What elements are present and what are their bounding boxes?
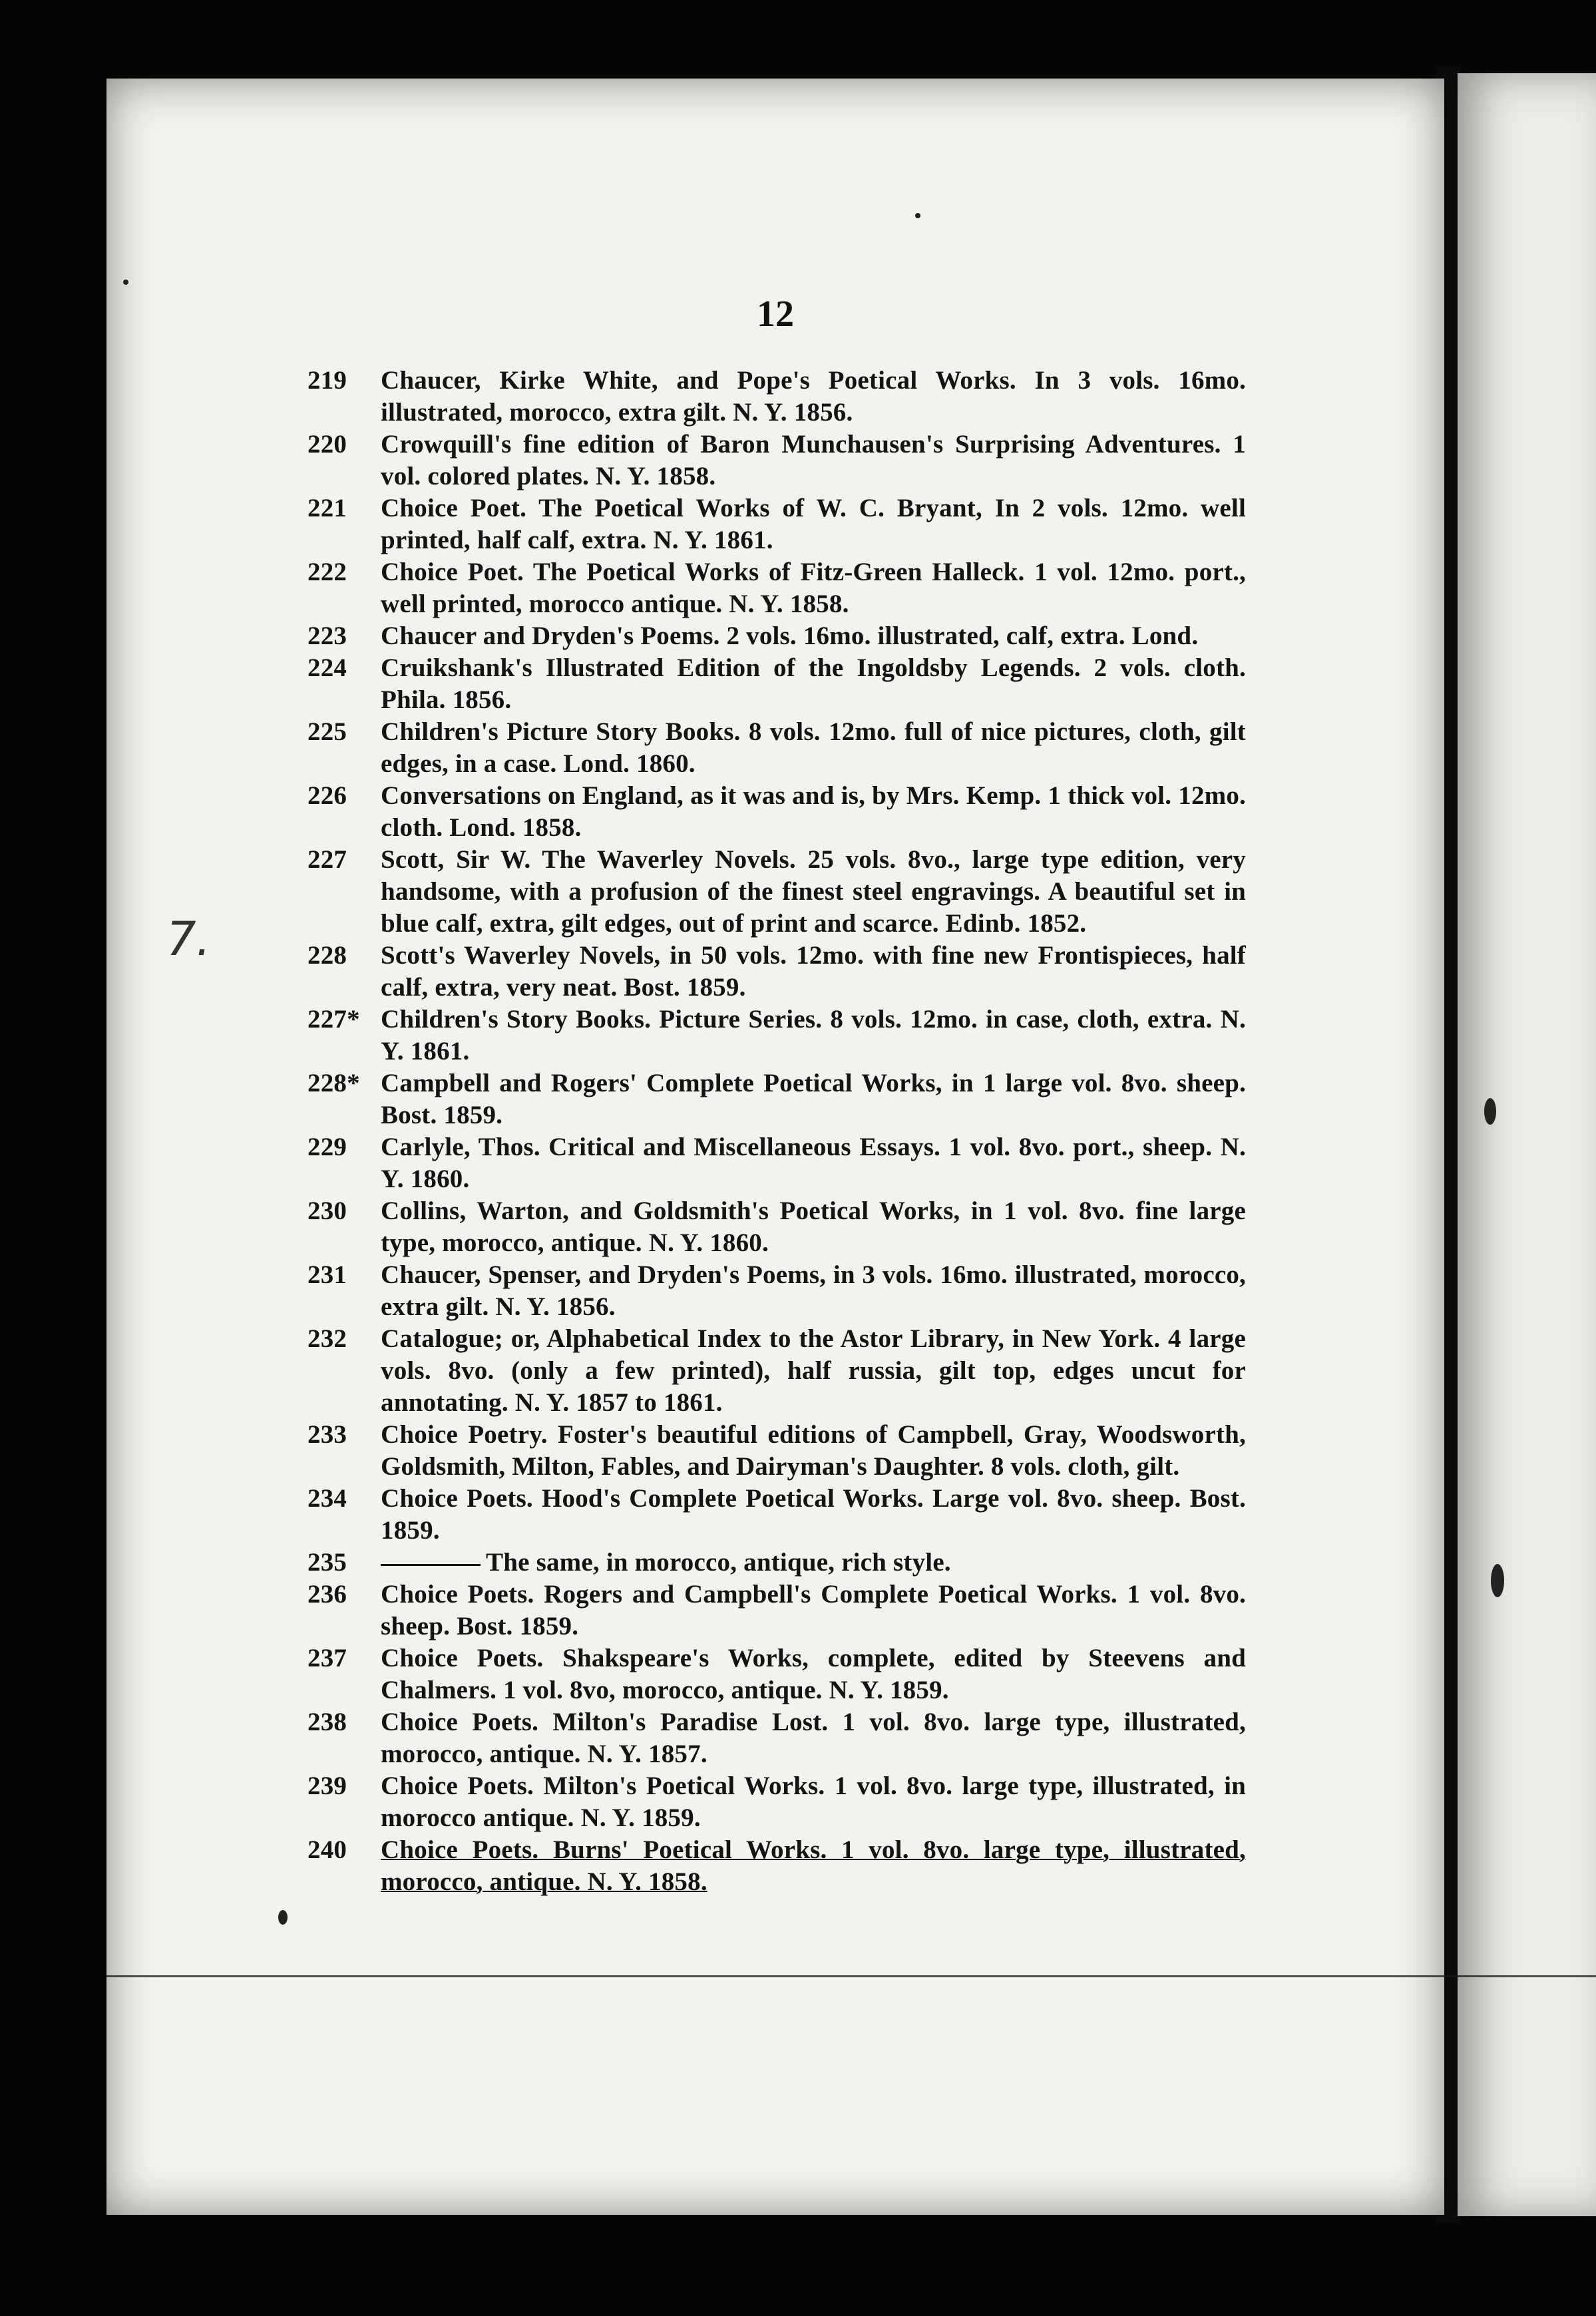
catalogue-entry bbox=[307, 1579, 1246, 1642]
entry-number: 229 bbox=[307, 1133, 347, 1161]
entry-text: Choice Poets. Hood's Complete Poetical Works. Large vol. 8vo. sheep. Bost. 1859. bbox=[381, 1484, 1246, 1545]
entry-number: 220 bbox=[307, 430, 347, 459]
catalogue-entries bbox=[307, 365, 1246, 1898]
entry-number: 226 bbox=[307, 781, 347, 810]
entry-number: 238 bbox=[307, 1708, 347, 1736]
entry-text: Choice Poet. The Poetical Works of Fitz-Green Halleck. 1 vol. 12mo. port., well printed, morocco antique. N. Y. 1858. bbox=[381, 558, 1246, 618]
entry-number: 236 bbox=[307, 1580, 347, 1609]
entry-number: 232 bbox=[307, 1324, 347, 1353]
entry-number: 230 bbox=[307, 1197, 347, 1225]
catalogue-entry bbox=[307, 652, 1246, 716]
entry-text: Choice Poetry. Foster's beautiful editions of Campbell, Gray, Woodsworth, Goldsmith, Milton, Fables, and Dairyman's Daughter. 8 vols. cloth, gilt. bbox=[381, 1420, 1246, 1481]
entry-text: Scott, Sir W. The Waverley Novels. 25 vols. 8vo., large type edition, very handsome, with a profusion of the finest steel engravings. A beautiful set in blue calf, extra, gilt edges, out of print and scarce. Edinb. 1852. bbox=[381, 845, 1246, 938]
entry-text: Choice Poets. Shakspeare's Works, complete, edited by Steevens and Chalmers. 1 vol. 8vo, morocco, antique. N. Y. 1859. bbox=[381, 1644, 1246, 1704]
entry-number: 234 bbox=[307, 1484, 347, 1513]
catalogue-entry bbox=[307, 429, 1246, 492]
catalogue-entry bbox=[307, 1131, 1246, 1195]
catalogue-entry bbox=[307, 1547, 1246, 1579]
margin-note: 7. bbox=[166, 912, 211, 966]
entry-number: 221 bbox=[307, 494, 347, 522]
catalogue-entry bbox=[307, 716, 1246, 780]
entry-text: Choice Poets. Milton's Paradise Lost. 1 vol. 8vo. large type, illustrated, morocco, antique. N. Y. 1857. bbox=[381, 1708, 1246, 1768]
scan-speck bbox=[1491, 1564, 1504, 1597]
entry-text: Children's Picture Story Books. 8 vols. 12mo. full of nice pictures, cloth, gilt edges, in a case. Lond. 1860. bbox=[381, 717, 1246, 778]
entry-number: 225 bbox=[307, 717, 347, 746]
entry-text: Conversations on England, as it was and is, by Mrs. Kemp. 1 thick vol. 12mo. cloth. Lond. 1858. bbox=[381, 781, 1246, 842]
entry-text: Campbell and Rogers' Complete Poetical Works, in 1 large vol. 8vo. sheep. Bost. 1859. bbox=[381, 1069, 1246, 1129]
entry-number: 237 bbox=[307, 1644, 347, 1672]
entry-text: Crowquill's fine edition of Baron Munchausen's Surprising Adventures. 1 vol. colored plates. N. Y. 1858. bbox=[381, 430, 1246, 490]
entry-number: 223 bbox=[307, 622, 347, 650]
catalogue-entry bbox=[307, 1323, 1246, 1419]
entry-text: Choice Poets. Rogers and Campbell's Complete Poetical Works. 1 vol. 8vo. sheep. Bost. 1859. bbox=[381, 1580, 1246, 1640]
entry-number: 228 bbox=[307, 941, 347, 970]
catalogue-entry bbox=[307, 1706, 1246, 1770]
entry-number: 227 bbox=[307, 845, 347, 874]
scan-speck bbox=[278, 1910, 288, 1925]
catalogue-entry bbox=[307, 1067, 1246, 1131]
entry-number: 240 bbox=[307, 1835, 347, 1864]
entry-text: Choice Poets. Milton's Poetical Works. 1 vol. 8vo. large type, illustrated, in morocco antique. N. Y. 1859. bbox=[381, 1772, 1246, 1832]
catalogue-entry bbox=[307, 492, 1246, 556]
entry-text: Cruikshank's Illustrated Edition of the Ingoldsby Legends. 2 vols. cloth. Phila. 1856. bbox=[381, 654, 1246, 714]
entry-text: The same, in morocco, antique, rich style. bbox=[486, 1548, 951, 1577]
entry-text: Choice Poets. Burns' Poetical Works. 1 vol. 8vo. large type, illustrated, morocco, antique. N. Y. 1858. bbox=[381, 1835, 1246, 1896]
scan-speck bbox=[915, 213, 920, 218]
catalogue-entry bbox=[307, 1195, 1246, 1259]
scan-rule-line bbox=[106, 1975, 1596, 1977]
entry-text: Catalogue; or, Alphabetical Index to the Astor Library, in New York. 4 large vols. 8vo. (only a few printed), half russia, gilt top, edges uncut for annotating. N. Y. 1857 to 1861. bbox=[381, 1324, 1246, 1417]
catalogue-entry bbox=[307, 780, 1246, 844]
entry-number: 227* bbox=[307, 1005, 360, 1034]
entry-number: 233 bbox=[307, 1420, 347, 1449]
entry-text: Choice Poet. The Poetical Works of W. C. Bryant, In 2 vols. 12mo. well printed, half calf, extra. N. Y. 1861. bbox=[381, 494, 1246, 554]
entry-number: 231 bbox=[307, 1260, 347, 1289]
catalogue-entry bbox=[307, 1834, 1246, 1898]
catalogue-entry bbox=[307, 1004, 1246, 1067]
catalogue-entry bbox=[307, 1770, 1246, 1834]
scan-speck bbox=[123, 280, 128, 285]
entry-number: 228* bbox=[307, 1069, 360, 1097]
scan-speck bbox=[1484, 1098, 1496, 1125]
entry-number: 235 bbox=[307, 1548, 347, 1577]
entry-text: Chaucer, Spenser, and Dryden's Poems, in 3 vols. 16mo. illustrated, morocco, extra gilt. N. Y. 1856. bbox=[381, 1260, 1246, 1321]
entry-number: 219 bbox=[307, 366, 347, 395]
catalogue-entry bbox=[307, 1419, 1246, 1483]
page-number: 12 bbox=[757, 293, 794, 335]
catalogue-entry bbox=[307, 556, 1246, 620]
entry-text: Children's Story Books. Picture Series. 8 vols. 12mo. in case, cloth, extra. N. Y. 1861. bbox=[381, 1005, 1246, 1065]
entry-number: 224 bbox=[307, 654, 347, 682]
ditto-dash bbox=[381, 1564, 481, 1566]
catalogue-entry bbox=[307, 844, 1246, 940]
entry-number: 239 bbox=[307, 1772, 347, 1800]
entry-text: Scott's Waverley Novels, in 50 vols. 12mo. with fine new Frontispieces, half calf, extra, very neat. Bost. 1859. bbox=[381, 941, 1246, 1002]
entry-text: Collins, Warton, and Goldsmith's Poetical Works, in 1 vol. 8vo. fine large type, morocco, antique. N. Y. 1860. bbox=[381, 1197, 1246, 1257]
catalogue-entry bbox=[307, 1642, 1246, 1706]
catalogue-entry bbox=[307, 365, 1246, 429]
catalogue-entry bbox=[307, 940, 1246, 1004]
entry-text: Chaucer and Dryden's Poems. 2 vols. 16mo. illustrated, calf, extra. Lond. bbox=[381, 622, 1199, 650]
catalogue-entry bbox=[307, 620, 1246, 652]
catalogue-entry bbox=[307, 1259, 1246, 1323]
adjacent-page-edge bbox=[1458, 73, 1596, 2216]
entry-text: Carlyle, Thos. Critical and Miscellaneous Essays. 1 vol. 8vo. port., sheep. N. Y. 1860. bbox=[381, 1133, 1246, 1193]
catalogue-entry bbox=[307, 1483, 1246, 1547]
entry-number: 222 bbox=[307, 558, 347, 586]
entry-text: Chaucer, Kirke White, and Pope's Poetical Works. In 3 vols. 16mo. illustrated, morocco, extra gilt. N. Y. 1856. bbox=[381, 366, 1246, 427]
